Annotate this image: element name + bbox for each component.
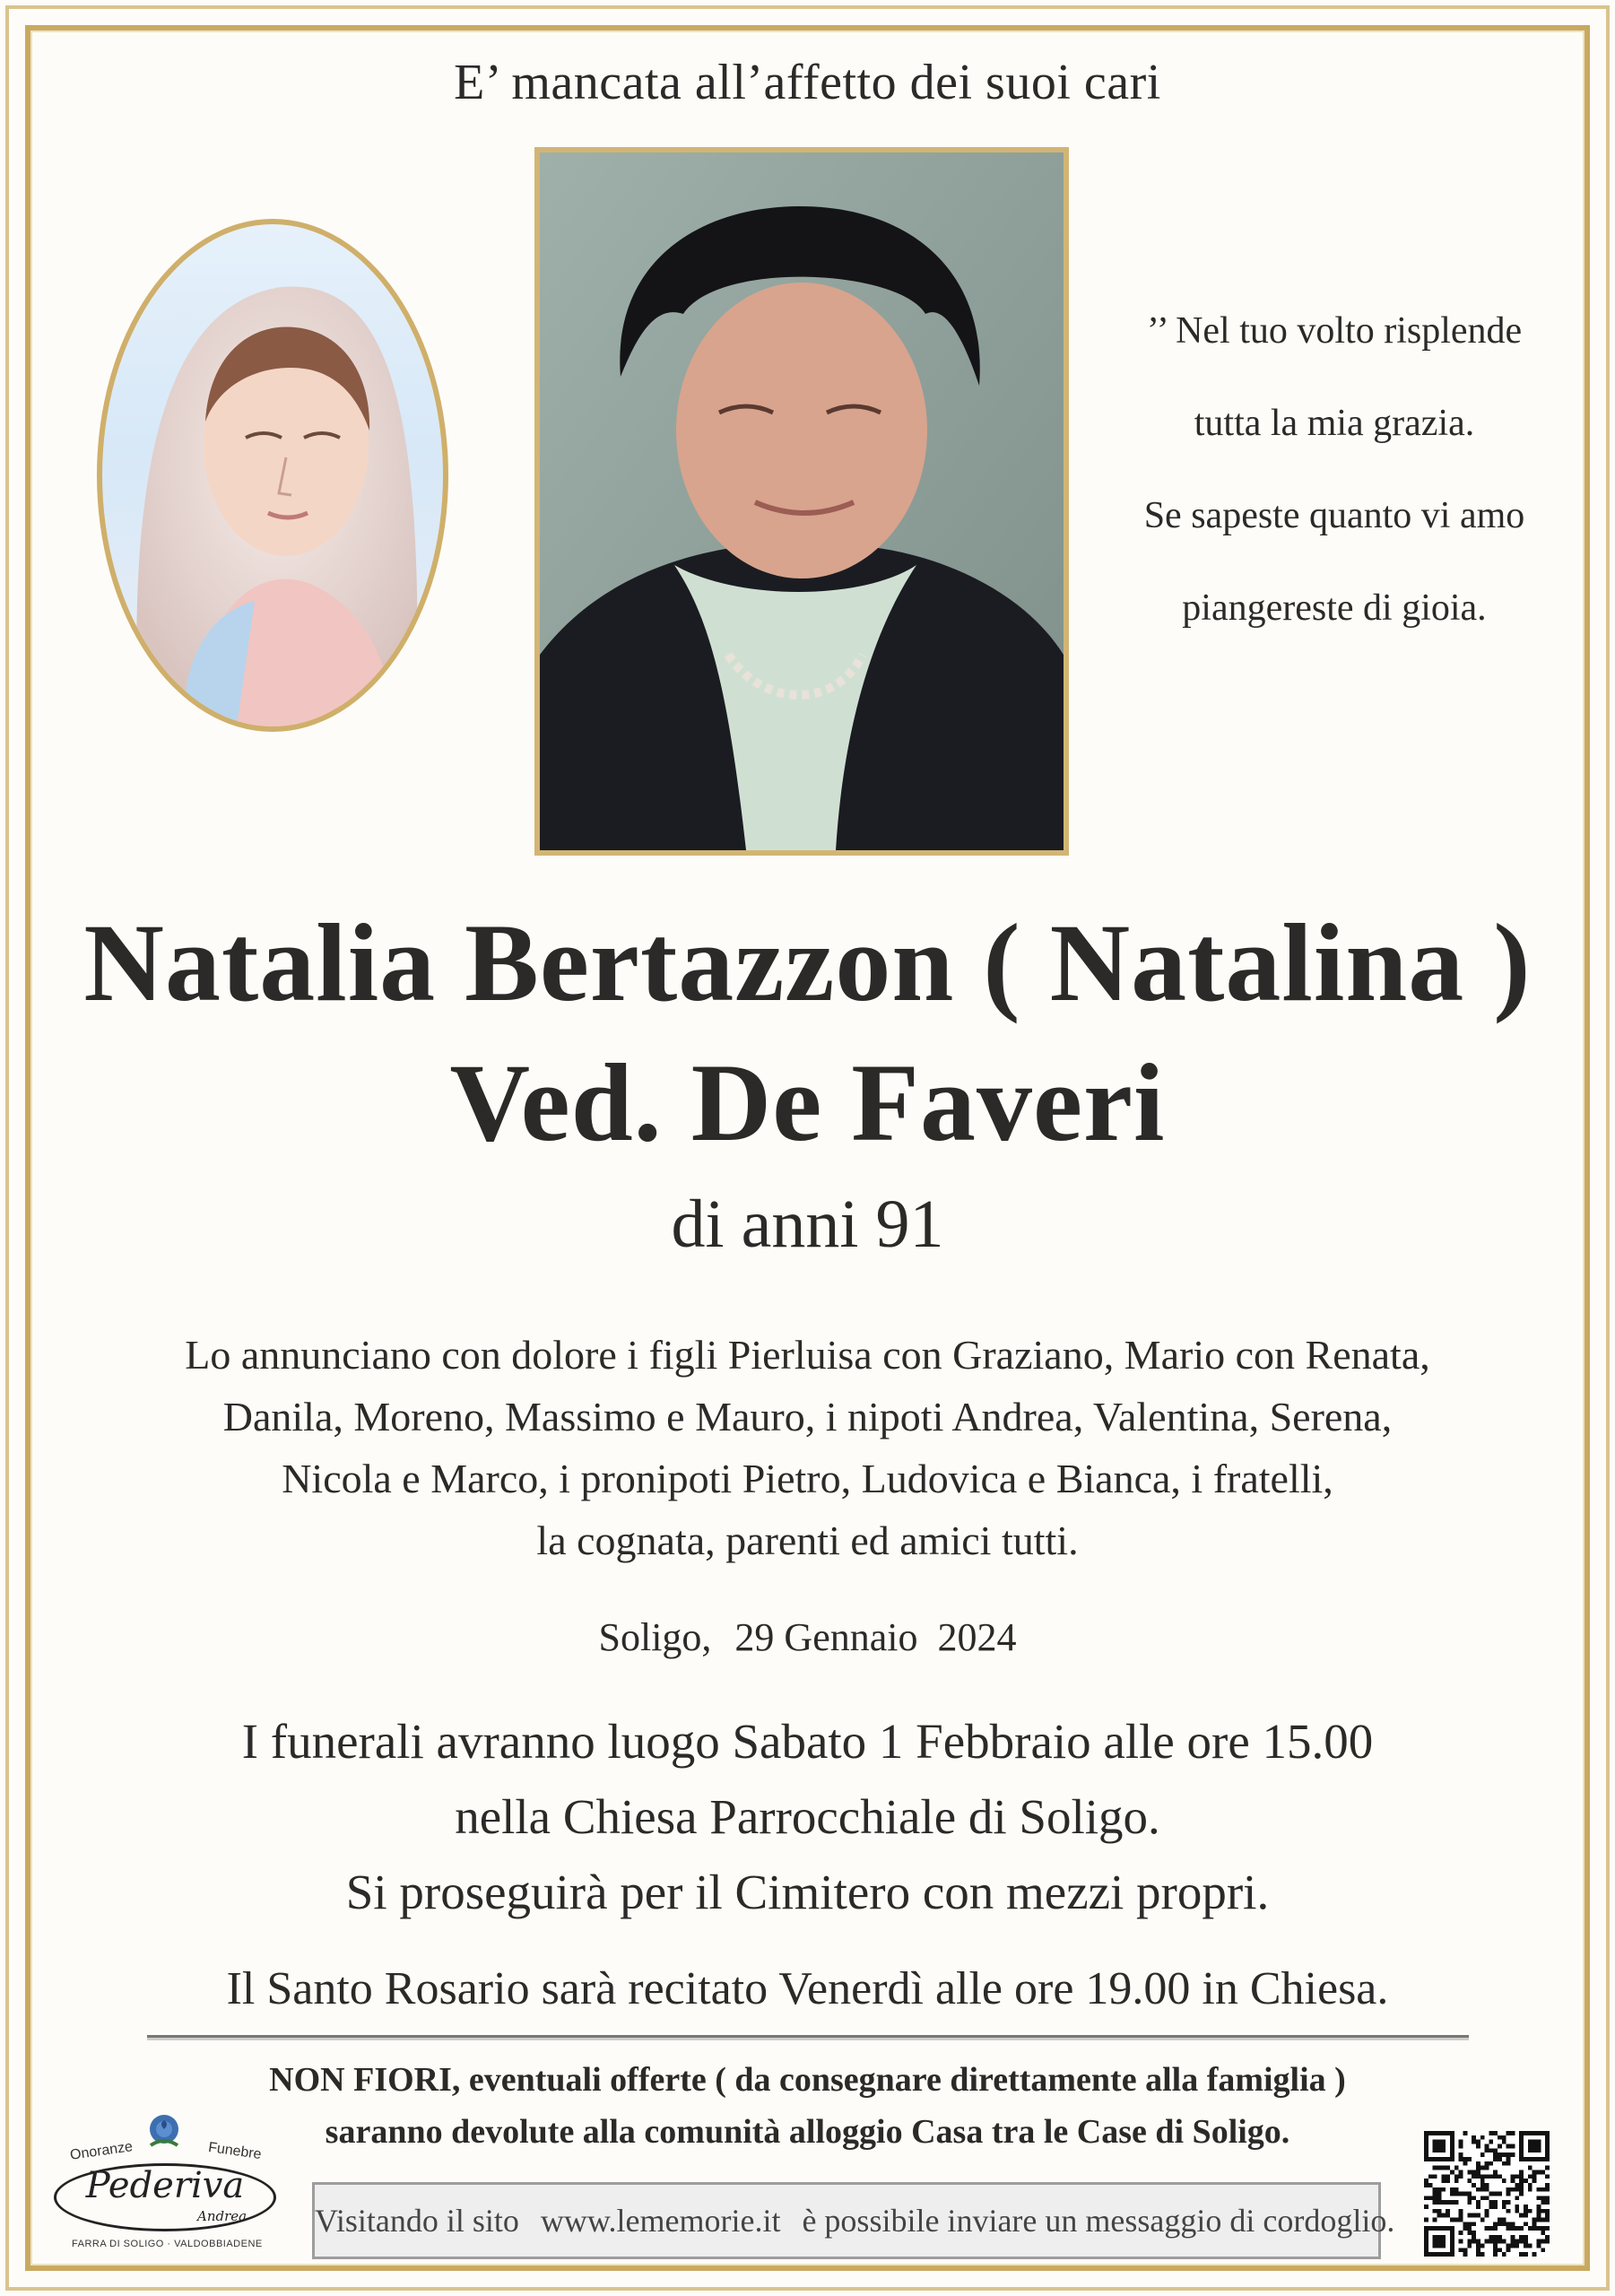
announcement — [0, 1324, 1615, 1571]
funeral-line: I funerali avranno luogo Sabato 1 Febbraio alle ore 15.00 — [241, 1714, 1374, 1769]
logo-top-left: Onoranze — [69, 2139, 135, 2163]
announcement-line: Danila, Moreno, Massimo e Mauro, i nipoti Andrea, Valentina, Serena, — [222, 1394, 1393, 1439]
logo-name: Pederiva — [85, 2165, 245, 2206]
qr-code-icon[interactable] — [1424, 2131, 1550, 2257]
quote-line: tutta la mia grazia. — [1194, 403, 1475, 444]
funeral-line: nella Chiesa Parrocchiale di Soligo. — [455, 1789, 1160, 1844]
quote-line: Se sapeste quanto vi amo — [1143, 495, 1525, 536]
deceased-name: Natalia Bertazzon ( Natalina ) — [83, 901, 1532, 1024]
rose-icon — [142, 2111, 187, 2152]
logo-top-right: Funebre — [207, 2139, 263, 2163]
funeral-home-logo — [45, 2111, 278, 2260]
rosary-text: Il Santo Rosario sarà recitato Venerdì alle ore 19.00 in Chiesa. — [226, 1963, 1389, 2014]
funeral-line: Si proseguirà per il Cimitero con mezzi propri. — [345, 1865, 1270, 1919]
no-flowers-line: NON FIORI, eventuali offerte ( da consegnare direttamente alla famiglia ) — [269, 2061, 1346, 2099]
no-flowers-line: saranno devolute alla comunità alloggio Casa tra le Case di Soligo. — [325, 2113, 1290, 2151]
quote-line: ’’ Nel tuo volto risplende — [1146, 310, 1523, 352]
announcement-line: Lo annunciano con dolore i figli Pierluisa con Graziano, Mario con Renata, — [185, 1332, 1430, 1378]
portrait-photo — [534, 147, 1069, 856]
visit-suffix: è possibile inviare un messaggio di cordoglio. — [802, 2203, 1395, 2239]
logo-place: FARRA DI SOLIGO · VALDOBBIADENE — [72, 2239, 263, 2249]
intro-text: E’ mancata all’affetto dei suoi cari — [454, 55, 1161, 110]
deceased-married-name: Ved. De Faveri — [449, 1041, 1166, 1164]
date-text: 29 Gennaio 2024 — [734, 1615, 1017, 1659]
madonna-image — [97, 219, 448, 732]
divider — [147, 2035, 1469, 2038]
website-link[interactable]: www.lememorie.it — [540, 2203, 781, 2239]
condolence-banner — [312, 2182, 1395, 2259]
logo-subtitle: Andrea — [197, 2208, 247, 2224]
age-text: di anni 91 — [671, 1187, 944, 1262]
announcement-line: la cognata, parenti ed amici tutti. — [536, 1518, 1079, 1563]
place-text: Soligo, — [598, 1615, 712, 1659]
funeral-info — [0, 1704, 1615, 1930]
quote-block — [1083, 285, 1585, 655]
visit-prefix: Visitando il sito — [315, 2203, 519, 2239]
quote-line: piangereste di gioia. — [1182, 587, 1487, 629]
announcement-line: Nicola e Marco, i pronipoti Pietro, Ludovica e Bianca, i fratelli, — [282, 1456, 1333, 1501]
place-date — [0, 1614, 1615, 1660]
